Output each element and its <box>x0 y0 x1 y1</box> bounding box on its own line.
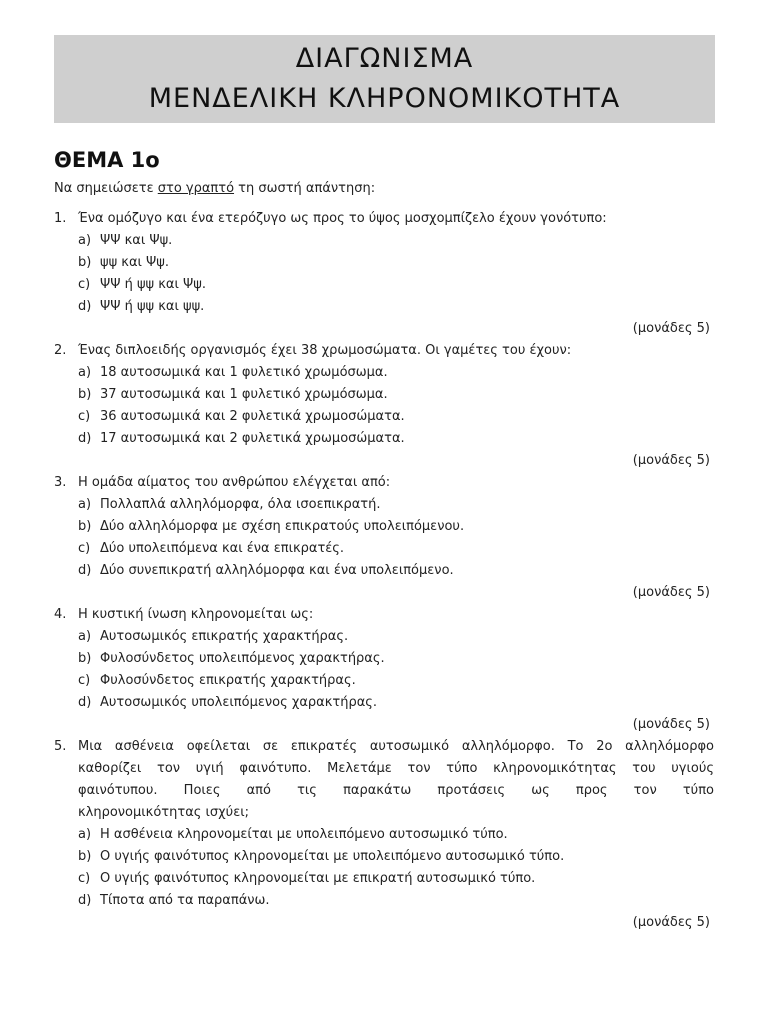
option-text: 37 αυτοσωμικά και 1 φυλετικό χρωμόσωμα. <box>100 387 388 402</box>
marks: (μονάδες 5) <box>632 585 710 600</box>
option-text: 17 αυτοσωμικά και 2 φυλετικά χρωμοσώματα. <box>100 431 405 446</box>
option-b <box>54 648 714 670</box>
option-text: Ο υγιής φαινότυπος κληρονομείται με υπολειπόμενο αυτοσωμικό τύπο. <box>100 849 565 864</box>
question-1 <box>54 208 714 340</box>
option-b <box>54 516 714 538</box>
title-banner <box>54 35 715 123</box>
option-text: ΨΨ και Ψψ. <box>100 233 173 248</box>
option-label: a) <box>78 827 92 842</box>
option-label: a) <box>78 365 92 380</box>
option-b <box>54 252 714 274</box>
question-text: Ένα ομόζυγο και ένα ετερόζυγο ως προς το ύψος μοσχομπίζελο έχουν γονότυπο: <box>78 211 607 226</box>
instruction-pre: Να σημειώσετε <box>54 181 158 196</box>
option-text: Η ασθένεια κληρονομείται με υπολειπόμενο αυτοσωμικό τύπο. <box>100 827 508 842</box>
option-label: c) <box>78 673 91 688</box>
option-c <box>54 868 714 890</box>
option-text: Πολλαπλά αλληλόμορφα, όλα ισοεπικρατή. <box>100 497 381 512</box>
option-text: ΨΨ ή ψψ και Ψψ. <box>100 277 206 292</box>
option-label: d) <box>78 431 92 446</box>
section-title: ΘΕΜΑ 1ο <box>54 148 160 172</box>
question-2 <box>54 340 714 472</box>
question-text-line: φαινότυπου. Ποιες από τις παρακάτω προτάσεις ως προς τον τύπο <box>78 783 714 798</box>
question-number: 5. <box>54 739 67 754</box>
question-number: 1. <box>54 211 67 226</box>
option-label: b) <box>78 255 92 270</box>
question-text: Η κυστική ίνωση κληρονομείται ως: <box>78 607 314 622</box>
question-3 <box>54 472 714 604</box>
question-4 <box>54 604 714 736</box>
exam-title: ΔΙΑΓΩΝΙΣΜΑ <box>295 43 474 74</box>
option-b <box>54 846 714 868</box>
instruction-post: τη σωστή απάντηση: <box>234 181 376 196</box>
option-text: Αυτοσωμικός υπολειπόμενος χαρακτήρας. <box>100 695 378 710</box>
option-a <box>54 626 714 648</box>
question-text: Ένας διπλοειδής οργανισμός έχει 38 χρωμοσώματα. Οι γαμέτες του έχουν: <box>78 343 572 358</box>
option-text: 36 αυτοσωμικά και 2 φυλετικά χρωμοσώματα. <box>100 409 405 424</box>
question-text <box>78 736 714 824</box>
option-c <box>54 670 714 692</box>
option-d <box>54 296 714 318</box>
question-text-line: καθορίζει τον υγιή φαινότυπο. Μελετάμε τον τύπο κληρονομικότητας του υγιούς <box>78 761 714 776</box>
option-a <box>54 824 714 846</box>
option-label: c) <box>78 541 91 556</box>
instruction-underlined: στο γραπτό <box>157 181 235 196</box>
option-label: d) <box>78 563 92 578</box>
option-text: Ο υγιής φαινότυπος κληρονομείται με επικρατή αυτοσωμικό τύπο. <box>100 871 536 886</box>
questions-list <box>54 208 714 934</box>
option-d <box>54 692 714 714</box>
option-label: c) <box>78 277 91 292</box>
option-text: 18 αυτοσωμικά και 1 φυλετικό χρωμόσωμα. <box>100 365 388 380</box>
option-text: Δύο αλληλόμορφα με σχέση επικρατούς υπολειπόμενου. <box>100 519 465 534</box>
option-label: d) <box>78 695 92 710</box>
option-c <box>54 406 714 428</box>
option-text: ΨΨ ή ψψ και ψψ. <box>100 299 205 314</box>
option-text: Δύο συνεπικρατή αλληλόμορφα και ένα υπολειπόμενο. <box>100 563 454 578</box>
option-d <box>54 890 714 912</box>
question-text-line: Μια ασθένεια οφείλεται σε επικρατές αυτοσωμικό αλληλόμορφο. Το 2ο αλληλόμορφο <box>78 739 714 754</box>
option-text: Φυλοσύνδετος υπολειπόμενος χαρακτήρας. <box>100 651 385 666</box>
option-text: Φυλοσύνδετος επικρατής χαρακτήρας. <box>100 673 356 688</box>
instruction <box>54 181 375 196</box>
question-number: 2. <box>54 343 67 358</box>
option-label: a) <box>78 233 92 248</box>
exam-subtitle: ΜΕΝΔΕΛΙΚΗ ΚΛΗΡΟΝΟΜΙΚΟΤΗΤΑ <box>148 83 621 114</box>
option-a <box>54 494 714 516</box>
option-label: b) <box>78 519 92 534</box>
option-a <box>54 230 714 252</box>
option-label: b) <box>78 651 92 666</box>
marks: (μονάδες 5) <box>632 717 710 732</box>
option-b <box>54 384 714 406</box>
question-number: 4. <box>54 607 67 622</box>
option-a <box>54 362 714 384</box>
option-label: d) <box>78 299 92 314</box>
question-5 <box>54 736 714 934</box>
option-d <box>54 560 714 582</box>
question-text-line: κληρονομικότητας ισχύει; <box>78 805 249 820</box>
option-label: d) <box>78 893 92 908</box>
marks: (μονάδες 5) <box>632 915 710 930</box>
option-text: ψψ και Ψψ. <box>100 255 169 270</box>
option-label: c) <box>78 871 91 886</box>
option-text: Δύο υπολειπόμενα και ένα επικρατές. <box>100 541 345 556</box>
option-c <box>54 274 714 296</box>
option-text: Τίποτα από τα παραπάνω. <box>100 893 270 908</box>
option-label: b) <box>78 387 92 402</box>
marks: (μονάδες 5) <box>632 453 710 468</box>
question-number: 3. <box>54 475 67 490</box>
option-c <box>54 538 714 560</box>
question-text: Η ομάδα αίματος του ανθρώπου ελέγχεται από: <box>78 475 391 490</box>
option-label: a) <box>78 629 92 644</box>
marks: (μονάδες 5) <box>632 321 710 336</box>
option-label: c) <box>78 409 91 424</box>
option-text: Αυτοσωμικός επικρατής χαρακτήρας. <box>100 629 349 644</box>
option-d <box>54 428 714 450</box>
option-label: b) <box>78 849 92 864</box>
option-label: a) <box>78 497 92 512</box>
